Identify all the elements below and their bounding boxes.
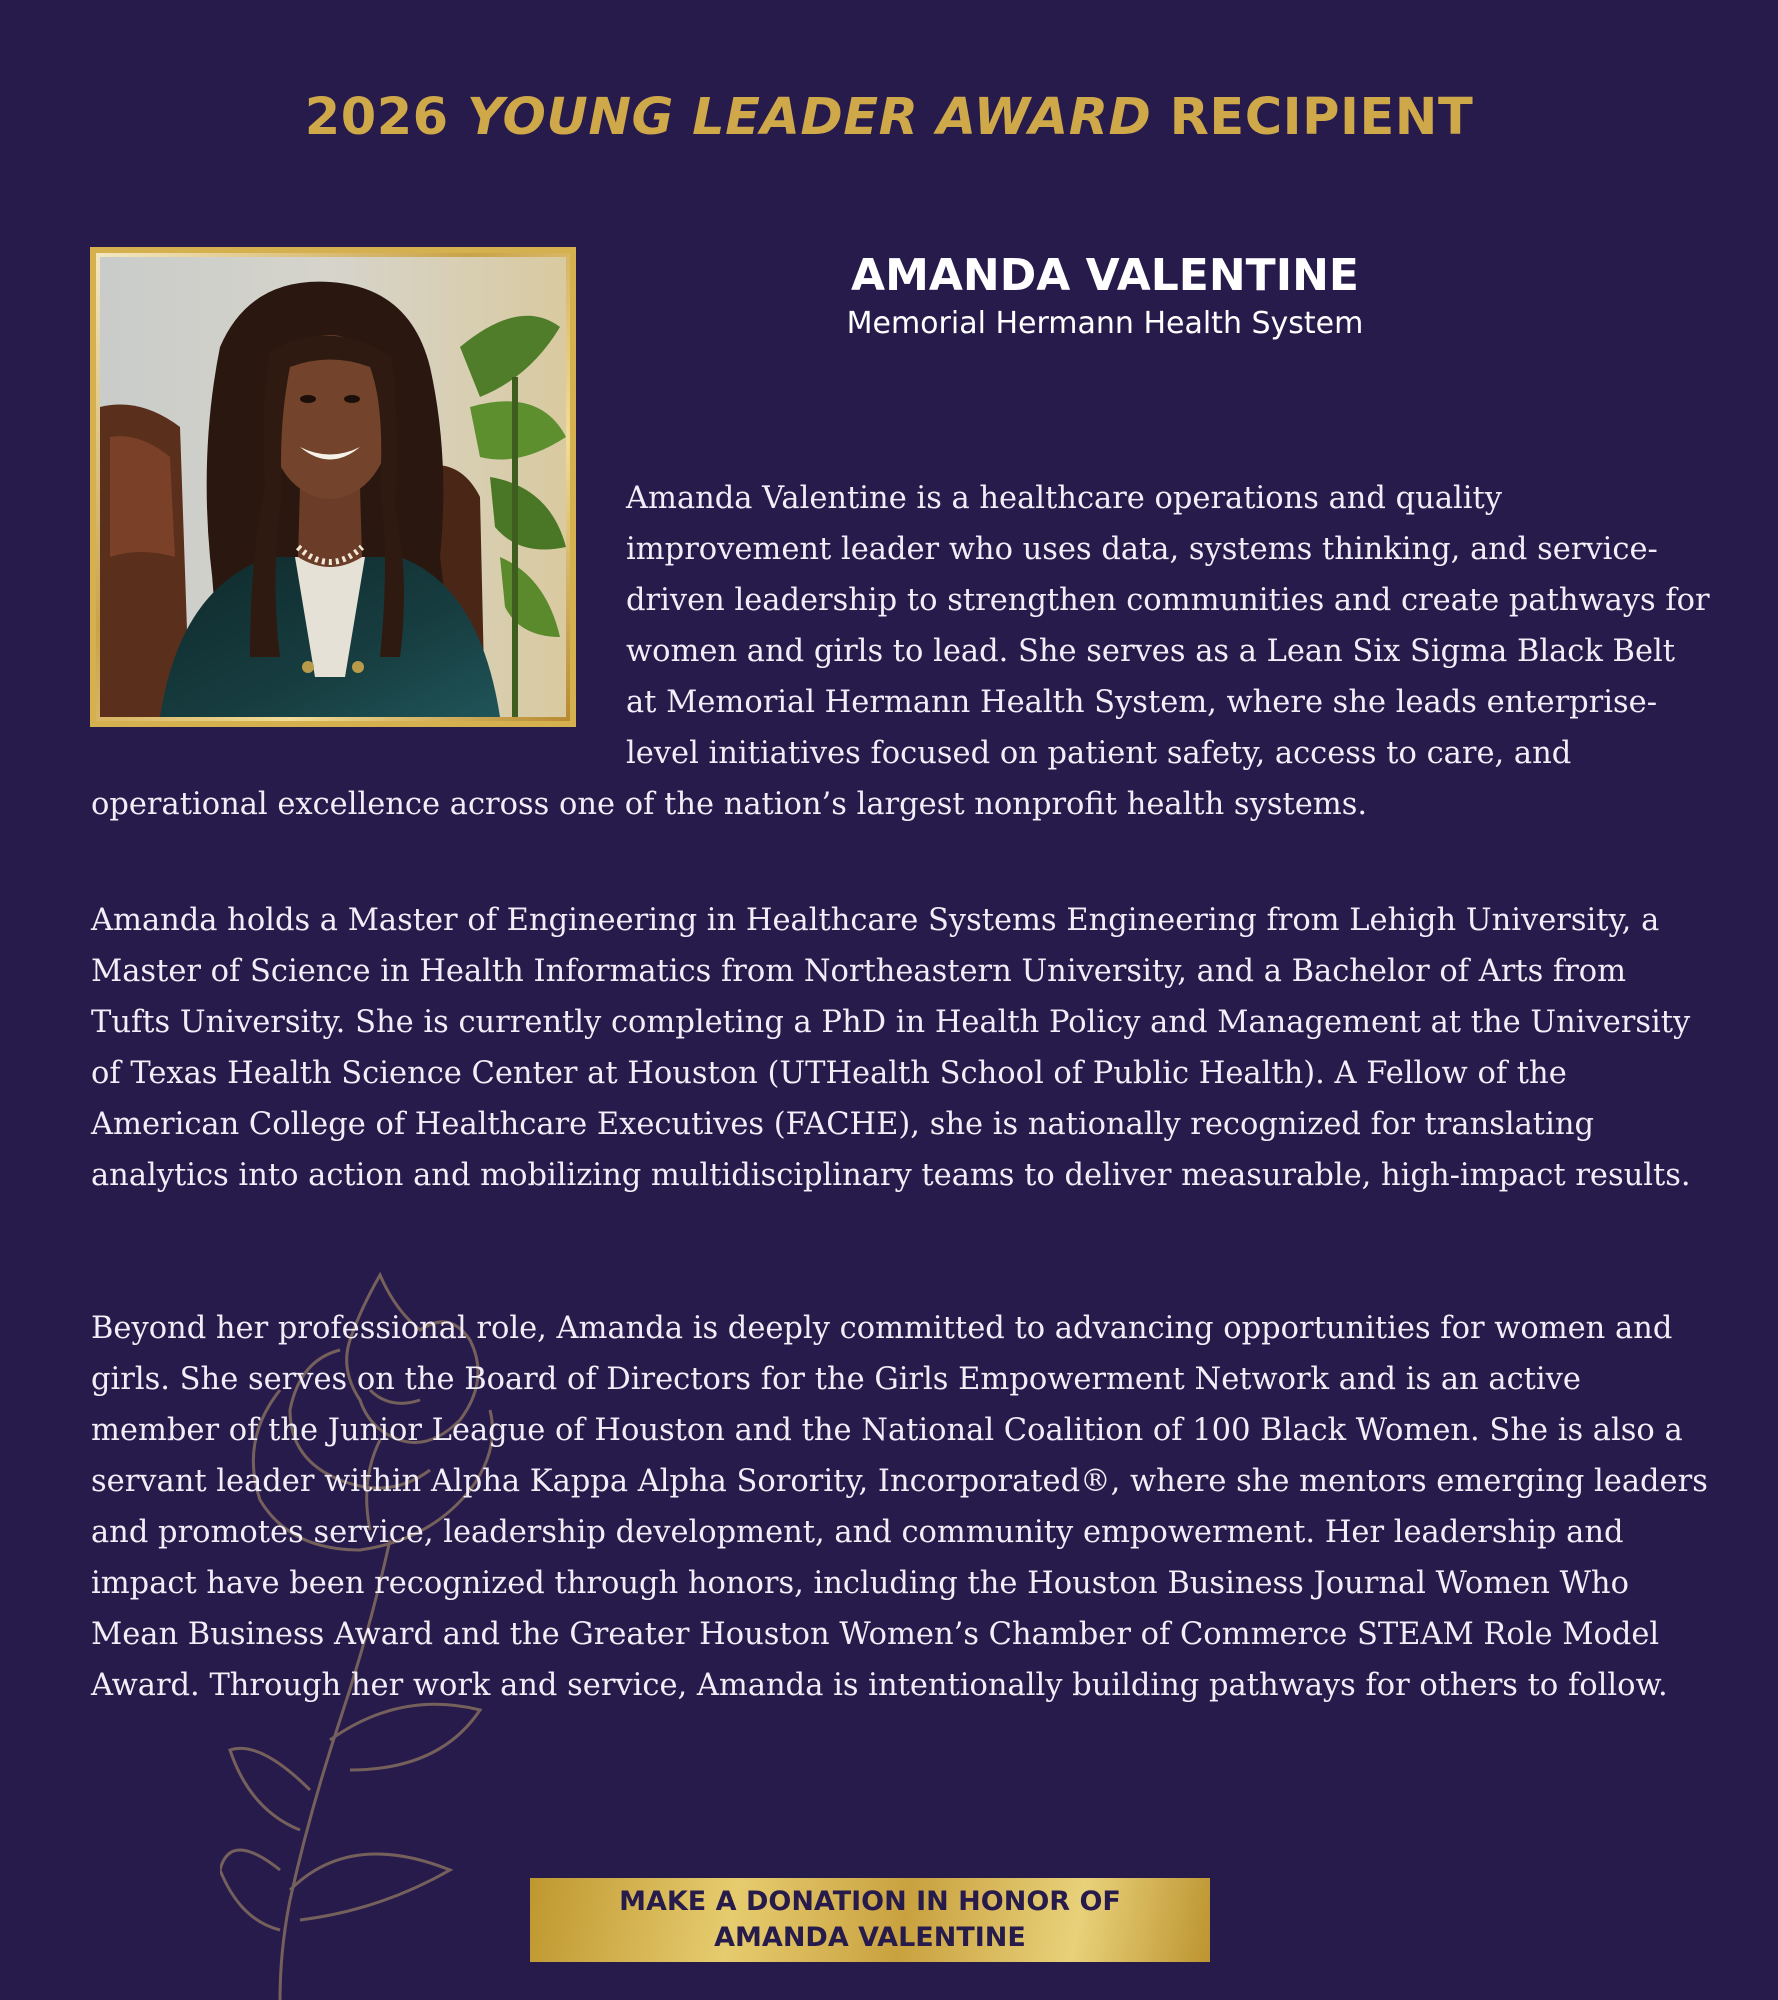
- photo-wrap-space: [91, 473, 626, 749]
- page-title: [0, 88, 1778, 147]
- bio-paragraph-1: [91, 473, 1711, 830]
- bio-paragraph-1-text: Amanda Valentine is a healthcare operations and quality improvement leader who uses data, systems thinking, and service-driven leadership to strengthen communities and create pathways for women and girls to lead. She serves as a Lean Six Sigma Black Belt at Memorial Hermann Health System, where she leads enterprise-level initiatives focused on patient safety, access to care, and operational excellence across one of the nation’s largest nonprofit health systems.: [91, 481, 1710, 822]
- title-suffix: RECIPIENT: [1169, 88, 1474, 148]
- donate-button-line-1: MAKE A DONATION IN HONOR OF: [619, 1886, 1121, 1917]
- title-award-name: YOUNG LEADER AWARD: [466, 88, 1152, 148]
- title-year: 2026: [304, 88, 449, 148]
- donate-button-line-2: AMANDA VALENTINE: [714, 1922, 1026, 1953]
- bio-paragraph-2: Amanda holds a Master of Engineering in Healthcare Systems Engineering from Lehigh University, a Master of Science in Health Informatics from Northeastern University, and a Bachelor of Arts from Tufts University. She is currently completing a PhD in Health Policy and Management at the University of Texas Health Science Center at Houston (UTHealth School of Public Health). A Fellow of the American College of Healthcare Executives (FACHE), she is nationally recognized for translating analytics into action and mobilizing multidisciplinary teams to deliver measurable, high-impact results.: [91, 903, 1691, 1193]
- bio-paragraph-3: Beyond her professional role, Amanda is deeply committed to advancing opportunities for women and girls. She serves on the Board of Directors for the Girls Empowerment Network and is an active member of the Junior League of Houston and the National Coalition of 100 Black Women. She is also a servant leader within Alpha Kappa Alpha Sorority, Incorporated®, where she mentors emerging leaders and promotes service, leadership development, and community empowerment. Her leadership and impact have been recognized through honors, including the Houston Business Journal Women Who Mean Business Award and the Greater Houston Women’s Chamber of Commerce STEAM Role Model Award. Through her work and service, Amanda is intentionally building pathways for others to follow.: [91, 1311, 1708, 1703]
- honoree-name: AMANDA VALENTINE: [851, 250, 1359, 301]
- donate-button[interactable]: [530, 1878, 1210, 1962]
- honoree-organization: Memorial Hermann Health System: [846, 306, 1364, 341]
